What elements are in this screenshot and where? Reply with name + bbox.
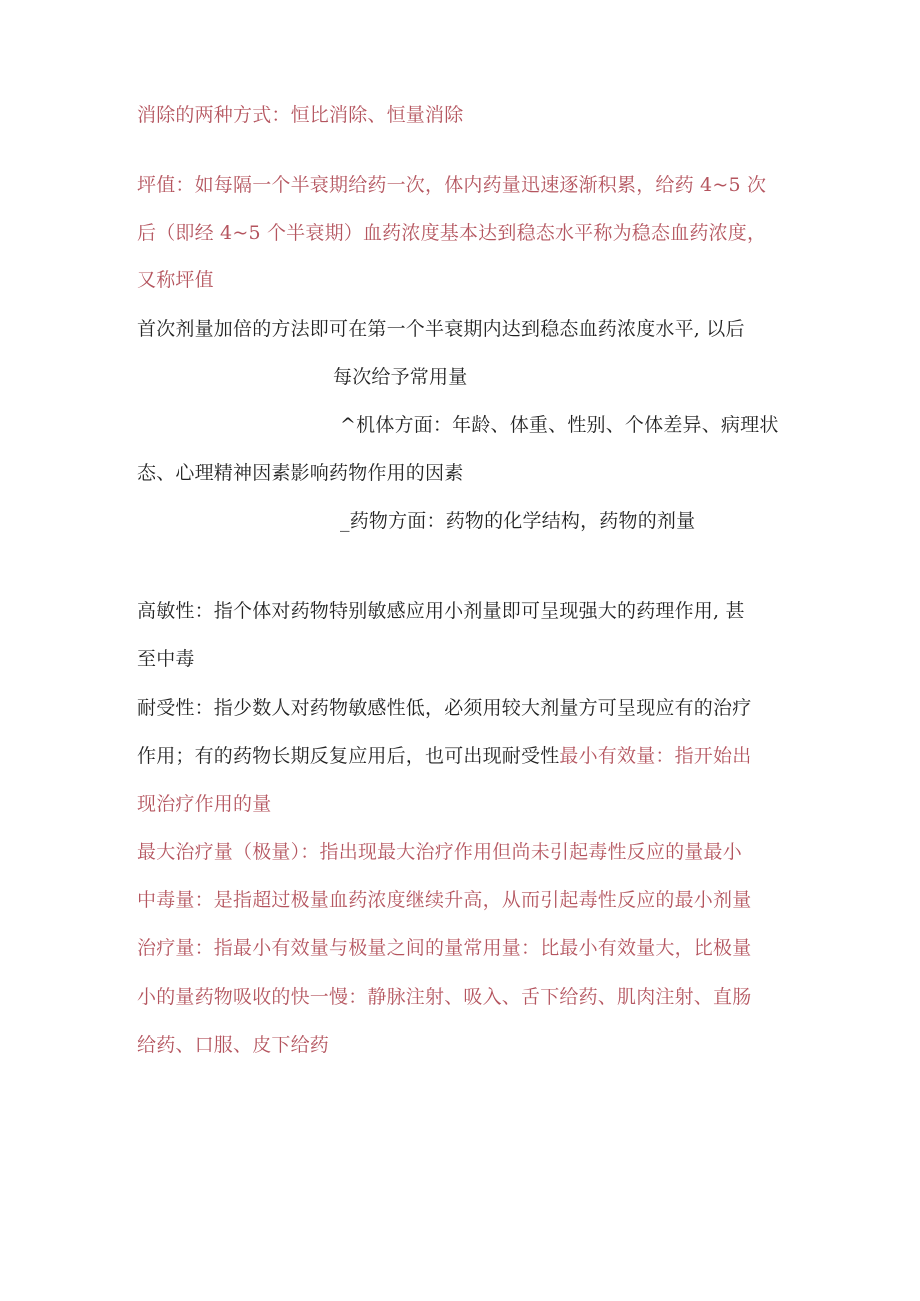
tolerance-text: 作用；有的药物长期反复应用后，也可出现耐受性 bbox=[137, 745, 560, 767]
paragraph-minimum-effective-dose-line-2: 现治疗作用的量 bbox=[137, 793, 272, 815]
paragraph-drug-factors: _药物方面：药物的化学结构，药物的剂量 bbox=[340, 510, 696, 532]
paragraph-minimum-toxic-dose: 中毒量：是指超过极量血药浓度继续升高，从而引起毒性反应的最小剂量 bbox=[137, 889, 752, 911]
paragraph-elimination-methods: 消除的两种方式：恒比消除、恒量消除 bbox=[137, 104, 464, 126]
paragraph-maximum-dose: 最大治疗量（极量）：指出现最大治疗作用但尚未引起毒性反应的量最小 bbox=[137, 841, 742, 863]
paragraph-hypersensitivity-line-2: 至中毒 bbox=[137, 648, 195, 670]
paragraph-tolerance-line-2 bbox=[137, 743, 751, 769]
paragraph-plateau-line-3: 又称坪值 bbox=[137, 269, 214, 291]
paragraph-plateau-line-1: 坪值：如每隔一个半衰期给药一次，体内药量迅速逐渐积累，给药 4~5 次 bbox=[137, 174, 767, 196]
paragraph-tolerance-line-1: 耐受性：指少数人对药物敏感性低，必须用较大剂量方可呈现应有的治疗 bbox=[137, 697, 752, 719]
paragraph-loading-dose-line-2: 每次给予常用量 bbox=[333, 366, 468, 388]
paragraph-absorption-speed-line-2: 给药、口服、皮下给药 bbox=[137, 1034, 330, 1056]
minimum-effective-dose-text: 最小有效量：指开始出 bbox=[559, 745, 752, 767]
paragraph-plateau-line-2: 后（即经 4~5 个半衰期）血药浓度基本达到稳态水平称为稳态血药浓度， bbox=[137, 222, 767, 244]
paragraph-absorption-speed-line-1: 小的量药物吸收的快一慢：静脉注射、吸入、舌下给药、肌肉注射、直肠 bbox=[137, 986, 752, 1008]
paragraph-hypersensitivity-line-1: 高敏性：指个体对药物特别敏感应用小剂量即可呈现强大的药理作用, 甚 bbox=[137, 600, 745, 622]
paragraph-body-factors-line-1: ^机体方面：年龄、体重、性别、个体差异、病理状 bbox=[340, 414, 779, 436]
paragraph-body-factors-line-2: 态、心理精神因素影响药物作用的因素 bbox=[137, 462, 464, 484]
paragraph-therapeutic-dose: 治疗量：指最小有效量与极量之间的量常用量：比最小有效量大，比极量 bbox=[137, 937, 752, 959]
paragraph-loading-dose-line-1: 首次剂量加倍的方法即可在第一个半衰期内达到稳态血药浓度水平, 以后 bbox=[137, 318, 745, 340]
